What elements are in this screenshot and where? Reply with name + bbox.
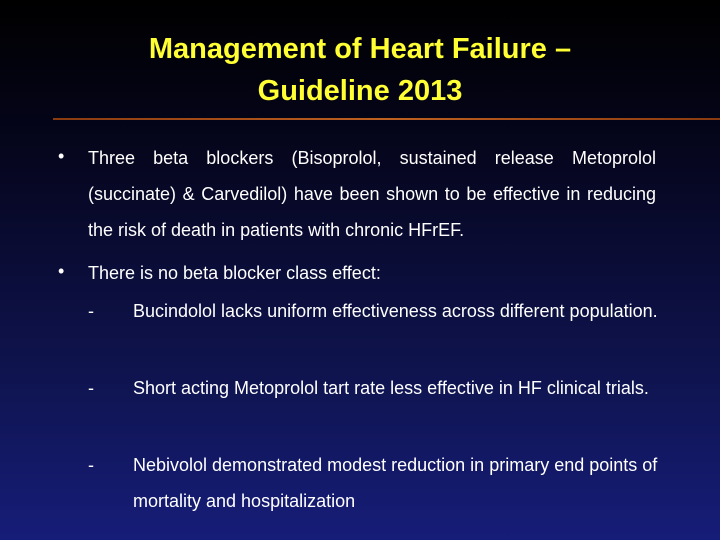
bullet-text-beta-blockers: Three beta blockers (Bisoprolol, sustained release Metoprolol (succinate) & Carvedilol) have been shown to be effective in reducing the risk of death in patients with chronic HFrEF. — [88, 148, 656, 240]
bullet-marker: • — [58, 261, 65, 281]
bullet-text-class-effect: There is no beta blocker class effect: — [88, 263, 381, 283]
slide-title-line1: Management of Heart Failure – — [148, 33, 572, 65]
sub-item-marker: - — [88, 455, 94, 475]
title-divider — [53, 118, 720, 120]
slide-title — [40, 28, 680, 112]
slide-title-line2: Guideline 2013 — [257, 75, 463, 107]
sub-item-marker: - — [88, 378, 94, 398]
sub-item-bucindolol: Bucindolol lacks uniform effectiveness across different population. — [133, 301, 658, 321]
sub-item-marker: - — [88, 301, 94, 321]
sub-item-metoprolol-tartrate: Short acting Metoprolol tart rate less effective in HF clinical trials. — [133, 378, 649, 398]
sub-item-nebivolol: Nebivolol demonstrated modest reduction in primary end points of mortality and hospitalization — [133, 455, 658, 511]
bullet-marker: • — [58, 146, 65, 166]
